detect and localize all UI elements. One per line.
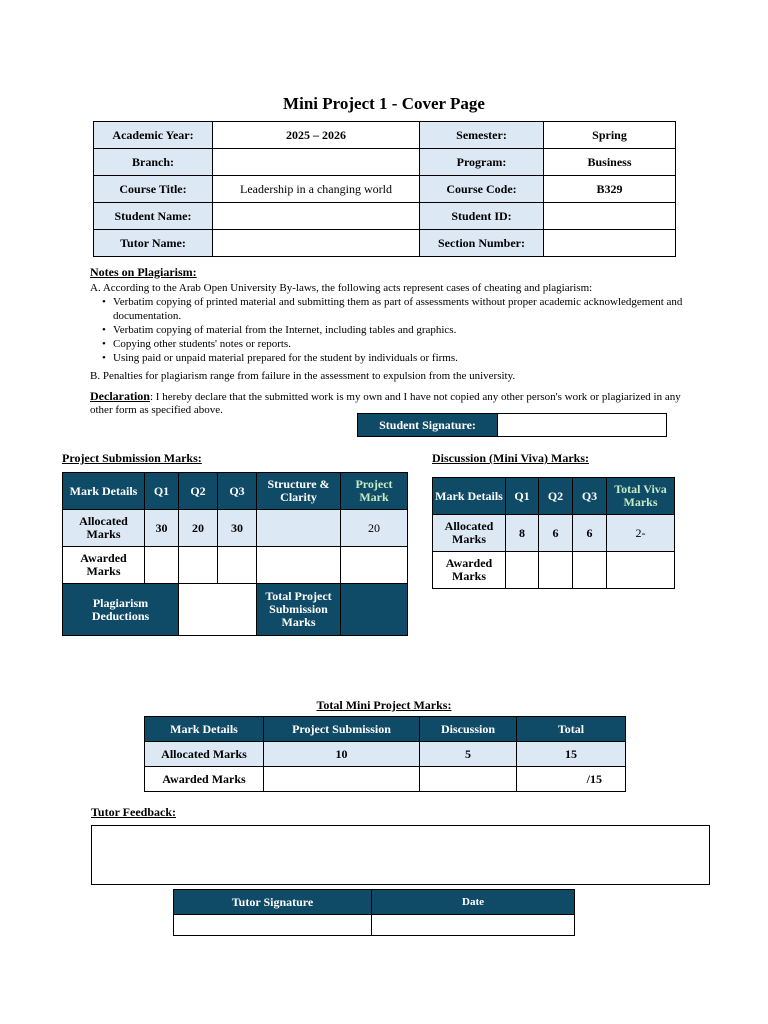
awarded-structure-field[interactable] xyxy=(257,547,341,584)
student-name-field[interactable] xyxy=(213,203,420,230)
plagiarism-notes xyxy=(90,281,700,383)
branch-label: Branch: xyxy=(94,149,213,176)
column-header: Q1 xyxy=(506,478,539,515)
declaration-text: : I hereby declare that the submitted work is my own and I have not copied any other person's work or plagiarized in any other form as specified above. xyxy=(90,391,681,416)
allocated-marks-label: Allocated Marks xyxy=(145,742,264,767)
awarded-q1-field[interactable] xyxy=(506,552,539,589)
course-title-value[interactable]: Leadership in a changing world xyxy=(213,176,420,203)
table-row xyxy=(174,915,575,936)
table-row xyxy=(433,552,675,589)
column-header: Q2 xyxy=(539,478,573,515)
tutor-signature-table xyxy=(173,889,575,936)
table-row xyxy=(63,473,408,510)
list-item: • Using paid or unpaid material prepared for the student by individuals or firms. xyxy=(113,351,700,365)
awarded-q2-field[interactable] xyxy=(179,547,218,584)
date-field[interactable] xyxy=(372,915,575,936)
viva-marks-table xyxy=(432,477,675,589)
allocated-discussion: 5 xyxy=(420,742,517,767)
total-marks-heading: Total Mini Project Marks: xyxy=(316,698,452,712)
academic-year-label: Academic Year: xyxy=(94,122,213,149)
column-header: Mark Details xyxy=(433,478,506,515)
allocated-project-mark: 20 xyxy=(341,510,408,547)
project-marks-heading: Project Submission Marks: xyxy=(62,451,202,465)
tutor-feedback-field[interactable] xyxy=(91,825,710,885)
column-header: Q1 xyxy=(145,473,179,510)
table-row xyxy=(63,584,408,636)
plagiarism-note-b: B. Penalties for plagiarism range from failure in the assessment to expulsion from the university. xyxy=(90,370,516,382)
table-row xyxy=(94,122,676,149)
awarded-q3-field[interactable] xyxy=(573,552,607,589)
table-row xyxy=(174,890,575,915)
tutor-signature-field[interactable] xyxy=(174,915,372,936)
awarded-total-viva-field[interactable] xyxy=(607,552,675,589)
allocated-project-submission: 10 xyxy=(264,742,420,767)
awarded-discussion-field[interactable] xyxy=(420,767,517,792)
awarded-marks-label: Awarded Marks xyxy=(63,547,145,584)
table-row xyxy=(94,203,676,230)
allocated-q2: 6 xyxy=(539,515,573,552)
plagiarism-deductions-field[interactable] xyxy=(179,584,257,636)
date-label: Date xyxy=(372,890,575,915)
course-code-label: Course Code: xyxy=(420,176,544,203)
total-project-marks-label: Total Project Submission Marks xyxy=(257,584,341,636)
viva-marks-heading: Discussion (Mini Viva) Marks: xyxy=(432,451,590,465)
column-header: Total Viva Marks xyxy=(607,478,675,515)
semester-label: Semester: xyxy=(420,122,544,149)
student-id-field[interactable] xyxy=(544,203,676,230)
awarded-q3-field[interactable] xyxy=(218,547,257,584)
awarded-project-submission-field[interactable] xyxy=(264,767,420,792)
column-header: Mark Details xyxy=(145,717,264,742)
list-item: • Copying other students' notes or reports. xyxy=(113,337,700,351)
awarded-q1-field[interactable] xyxy=(145,547,179,584)
column-header: Structure & Clarity xyxy=(257,473,341,510)
column-header: Project Submission xyxy=(264,717,420,742)
allocated-q2: 20 xyxy=(179,510,218,547)
page-title: Mini Project 1 - Cover Page xyxy=(283,94,485,113)
student-signature-label: Student Signature: xyxy=(358,414,498,437)
tutor-feedback-heading: Tutor Feedback: xyxy=(91,805,177,819)
section-number-field[interactable] xyxy=(544,230,676,257)
program-value[interactable]: Business xyxy=(544,149,676,176)
student-id-label: Student ID: xyxy=(420,203,544,230)
table-row xyxy=(94,230,676,257)
awarded-marks-label: Awarded Marks xyxy=(433,552,506,589)
student-name-label: Student Name: xyxy=(94,203,213,230)
allocated-q3: 6 xyxy=(573,515,607,552)
table-row xyxy=(94,176,676,203)
allocated-q1: 30 xyxy=(145,510,179,547)
awarded-project-mark-field[interactable] xyxy=(341,547,408,584)
awarded-q2-field[interactable] xyxy=(539,552,573,589)
table-row xyxy=(63,510,408,547)
column-header: Q3 xyxy=(573,478,607,515)
allocated-q1: 8 xyxy=(506,515,539,552)
awarded-marks-label: Awarded Marks xyxy=(145,767,264,792)
list-item: • Verbatim copying of material from the Internet, including tables and graphics. xyxy=(113,323,700,337)
plagiarism-heading: Notes on Plagiarism: xyxy=(90,265,197,279)
plagiarism-list xyxy=(90,295,700,365)
allocated-marks-label: Allocated Marks xyxy=(433,515,506,552)
list-item: • Verbatim copying of printed material and submitting them as part of assessments without proper academic acknowledgement and documentation. xyxy=(113,295,700,323)
student-signature-field[interactable] xyxy=(498,414,667,437)
tutor-name-label: Tutor Name: xyxy=(94,230,213,257)
table-row xyxy=(433,515,675,552)
table-row xyxy=(145,717,626,742)
table-row xyxy=(433,478,675,515)
declaration-label: Declaration xyxy=(90,389,150,403)
plagiarism-deductions-label: Plagiarism Deductions xyxy=(63,584,179,636)
total-marks-table xyxy=(144,716,626,792)
allocated-total-viva: 2- xyxy=(607,515,675,552)
table-row xyxy=(145,742,626,767)
table-row xyxy=(145,767,626,792)
column-header: Mark Details xyxy=(63,473,145,510)
table-row xyxy=(63,547,408,584)
semester-value[interactable]: Spring xyxy=(544,122,676,149)
tutor-signature-label: Tutor Signature xyxy=(174,890,372,915)
program-label: Program: xyxy=(420,149,544,176)
column-header: Total xyxy=(517,717,626,742)
column-header: Q2 xyxy=(179,473,218,510)
table-row xyxy=(94,149,676,176)
allocated-q3: 30 xyxy=(218,510,257,547)
total-project-marks-field[interactable] xyxy=(341,584,408,636)
academic-year-value[interactable]: 2025 – 2026 xyxy=(213,122,420,149)
allocated-structure xyxy=(257,510,341,547)
course-code-value[interactable]: B329 xyxy=(544,176,676,203)
awarded-total-field[interactable]: /15 xyxy=(517,767,626,792)
course-info-table xyxy=(93,121,676,257)
plagiarism-note-a: A. According to the Arab Open University By-laws, the following acts represent cases of cheating and plagiarism: xyxy=(90,282,593,294)
section-number-label: Section Number: xyxy=(420,230,544,257)
project-marks-table xyxy=(62,472,408,636)
allocated-marks-label: Allocated Marks xyxy=(63,510,145,547)
column-header: Discussion xyxy=(420,717,517,742)
student-signature-table xyxy=(357,413,667,437)
tutor-name-field[interactable] xyxy=(213,230,420,257)
branch-field[interactable] xyxy=(213,149,420,176)
column-header: Project Mark xyxy=(341,473,408,510)
column-header: Q3 xyxy=(218,473,257,510)
allocated-total: 15 xyxy=(517,742,626,767)
course-title-label: Course Title: xyxy=(94,176,213,203)
